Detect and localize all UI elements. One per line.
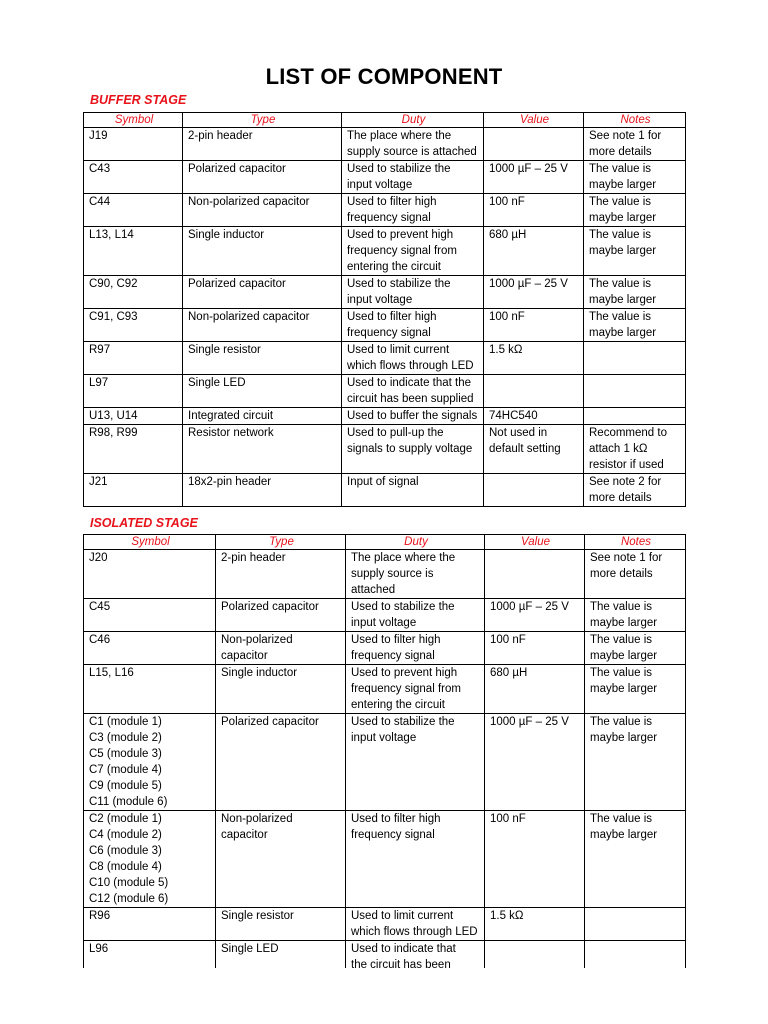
duty-text: The place where the: [347, 130, 452, 142]
duty-text: signals to supply voltage: [347, 443, 473, 455]
duty-text: entering the circuit: [351, 699, 445, 711]
isolated-stage-title: ISOLATED STAGE: [90, 516, 198, 530]
duty-text: Used to filter high: [347, 196, 437, 208]
notes-text: maybe larger: [590, 829, 658, 841]
duty-text: Used to limit current: [351, 910, 454, 922]
duty-text: Used to limit current: [347, 344, 450, 356]
duty-text: Used to filter high: [351, 634, 441, 646]
notes-text: The value is: [589, 229, 652, 241]
duty-text: entering the circuit: [347, 261, 441, 273]
duty-text: Used to filter high: [351, 813, 441, 825]
type-text: Integrated circuit: [188, 410, 274, 422]
symbol-text: C1 (module 1): [89, 716, 162, 728]
symbol-text: C9 (module 5): [89, 780, 162, 792]
header-duty: Duty: [346, 535, 485, 550]
notes-text: See note 1 for: [590, 552, 663, 564]
duty-text: which flows through LED: [351, 926, 478, 938]
header-duty: Duty: [342, 113, 484, 128]
notes-text: maybe larger: [589, 179, 657, 191]
type-text: Non-polarized capacitor: [188, 196, 310, 208]
symbol-cell: [84, 599, 216, 632]
duty-text: Used to stabilize the: [347, 278, 451, 290]
notes-cell: [585, 632, 686, 665]
symbol-text: J21: [89, 476, 108, 488]
notes-text: maybe larger: [589, 212, 657, 224]
symbol-text: C44: [89, 196, 111, 208]
duty-text: the circuit has been: [351, 959, 451, 968]
symbol-text: C91, C93: [89, 311, 138, 323]
duty-text: frequency signal from: [347, 245, 457, 257]
notes-cell: [585, 811, 686, 908]
notes-text: Recommend to: [589, 427, 667, 439]
notes-text: The value is: [589, 196, 652, 208]
duty-text: Used to indicate that: [351, 943, 456, 955]
type-text: capacitor: [221, 650, 268, 662]
value-text: default setting: [489, 443, 561, 455]
symbol-text: U13, U14: [89, 410, 138, 422]
notes-text: maybe larger: [590, 617, 658, 629]
type-cell: [216, 811, 346, 908]
type-text: Single resistor: [221, 910, 294, 922]
type-text: Polarized capacitor: [221, 601, 319, 613]
type-text: capacitor: [221, 829, 268, 841]
page-title: LIST OF COMPONENT: [265, 64, 503, 89]
value-cell: [485, 632, 585, 665]
value-text: 100 nF: [490, 634, 526, 646]
table-row: [84, 665, 686, 714]
duty-cell: [346, 632, 485, 665]
symbol-text: L96: [89, 943, 109, 955]
duty-text: attached: [351, 584, 396, 596]
type-text: Single LED: [221, 943, 279, 955]
duty-cell: [346, 908, 485, 941]
value-text: 680 µH: [490, 667, 528, 679]
header-type: Type: [216, 535, 346, 550]
symbol-cell: [84, 550, 216, 599]
duty-text: Used to buffer the signals: [347, 410, 478, 422]
notes-text: The value is: [590, 601, 653, 613]
value-cell: [485, 550, 585, 599]
symbol-text: C46: [89, 634, 111, 646]
notes-text: maybe larger: [590, 732, 658, 744]
value-text: 1.5 kΩ: [490, 910, 524, 922]
notes-text: The value is: [590, 634, 653, 646]
type-text: 2-pin header: [221, 552, 286, 564]
notes-text: The value is: [590, 716, 653, 728]
duty-text: Used to indicate that the: [347, 377, 472, 389]
symbol-text: L15, L16: [89, 667, 134, 679]
type-cell: [216, 599, 346, 632]
duty-cell: [346, 665, 485, 714]
symbol-text: R96: [89, 910, 111, 922]
value-cell: [485, 665, 585, 714]
duty-text: frequency signal: [351, 829, 435, 841]
type-text: Non-polarized: [221, 634, 293, 646]
notes-text: resistor if used: [589, 459, 664, 471]
symbol-text: J20: [89, 552, 108, 564]
value-text: 1000 µF – 25 V: [490, 601, 569, 613]
header-notes: Notes: [584, 113, 686, 128]
duty-text: frequency signal from: [351, 683, 461, 695]
duty-text: Used to prevent high: [351, 667, 458, 679]
duty-cell: [346, 811, 485, 908]
symbol-text: C90, C92: [89, 278, 138, 290]
type-text: 2-pin header: [188, 130, 253, 142]
type-cell: [216, 632, 346, 665]
type-text: 18x2-pin header: [188, 476, 272, 488]
symbol-text: C6 (module 3): [89, 845, 162, 857]
table-row: [84, 599, 686, 632]
duty-text: input voltage: [347, 294, 413, 306]
notes-text: The value is: [590, 667, 653, 679]
table-row: [84, 811, 686, 908]
header-symbol: Symbol: [84, 113, 183, 128]
header-type: Type: [183, 113, 342, 128]
duty-text: Used to pull-up the: [347, 427, 444, 439]
duty-cell: [346, 550, 485, 599]
notes-cell: [585, 908, 686, 941]
duty-text: input voltage: [351, 732, 417, 744]
symbol-text: R98, R99: [89, 427, 138, 439]
notes-text: more details: [589, 146, 652, 158]
symbol-text: C7 (module 4): [89, 764, 162, 776]
buffer-stage-title: BUFFER STAGE: [90, 93, 187, 107]
type-cell: [216, 714, 346, 811]
notes-text: maybe larger: [589, 245, 657, 257]
type-text: Non-polarized: [221, 813, 293, 825]
notes-cell: [585, 550, 686, 599]
type-cell: [216, 550, 346, 599]
value-text: 100 nF: [490, 813, 526, 825]
symbol-cell: [84, 811, 216, 908]
header-value: Value: [485, 535, 585, 550]
table-header-row: [84, 535, 686, 550]
symbol-text: C12 (module 6): [89, 893, 169, 905]
duty-text: Used to stabilize the: [347, 163, 451, 175]
value-text: 1000 µF – 25 V: [489, 278, 568, 290]
symbol-text: C45: [89, 601, 111, 613]
type-text: Single resistor: [188, 344, 261, 356]
value-text: 74HC540: [489, 410, 538, 422]
duty-cell: [346, 714, 485, 811]
duty-cell: [346, 941, 485, 969]
header-notes: Notes: [585, 535, 686, 550]
value-text: Not used in: [489, 427, 548, 439]
table-row: [84, 550, 686, 599]
symbol-text: L13, L14: [89, 229, 134, 241]
type-text: Polarized capacitor: [188, 278, 286, 290]
value-cell: [485, 908, 585, 941]
duty-text: input voltage: [347, 179, 413, 191]
duty-text: circuit has been supplied: [347, 393, 474, 405]
duty-text: frequency signal: [347, 212, 431, 224]
value-text: 1.5 kΩ: [489, 344, 523, 356]
header-symbol: Symbol: [84, 535, 216, 550]
symbol-text: J19: [89, 130, 108, 142]
notes-text: maybe larger: [589, 294, 657, 306]
notes-text: The value is: [589, 163, 652, 175]
type-text: Resistor network: [188, 427, 274, 439]
notes-text: more details: [590, 568, 653, 580]
symbol-text: C4 (module 2): [89, 829, 162, 841]
notes-text: The value is: [589, 311, 652, 323]
notes-text: more details: [589, 492, 652, 504]
symbol-text: C3 (module 2): [89, 732, 162, 744]
value-text: 680 µH: [489, 229, 527, 241]
symbol-text: R97: [89, 344, 111, 356]
notes-text: [590, 908, 682, 924]
notes-cell: [585, 941, 686, 969]
duty-text: supply source is: [351, 568, 434, 580]
duty-text: Used to stabilize the: [351, 601, 455, 613]
type-cell: [216, 908, 346, 941]
type-text: Single inductor: [221, 667, 298, 679]
type-text: Single inductor: [188, 229, 265, 241]
table-row: [84, 714, 686, 811]
symbol-text: C5 (module 3): [89, 748, 162, 760]
symbol-cell: [84, 665, 216, 714]
value-text: 100 nF: [489, 196, 525, 208]
duty-text: Used to prevent high: [347, 229, 454, 241]
symbol-cell: [84, 908, 216, 941]
table-row: [84, 908, 686, 941]
notes-cell: [585, 714, 686, 811]
type-text: Polarized capacitor: [221, 716, 319, 728]
value-text: 1000 µF – 25 V: [489, 163, 568, 175]
value-cell: [485, 599, 585, 632]
notes-text: maybe larger: [590, 683, 658, 695]
value-cell: [485, 811, 585, 908]
duty-text: Input of signal: [347, 476, 419, 488]
duty-text: Used to stabilize the: [351, 716, 455, 728]
symbol-cell: [84, 714, 216, 811]
symbol-text: C10 (module 5): [89, 877, 169, 889]
duty-text: which flows through LED: [347, 360, 474, 372]
isolated-stage-table: [83, 534, 686, 968]
notes-cell: [585, 599, 686, 632]
notes-text: The value is: [589, 278, 652, 290]
header-value: Value: [484, 113, 584, 128]
table-row: [84, 632, 686, 665]
notes-text: maybe larger: [589, 327, 657, 339]
notes-text: The value is: [590, 813, 653, 825]
type-cell: [216, 665, 346, 714]
duty-text: frequency signal: [347, 327, 431, 339]
notes-text: attach 1 kΩ: [589, 443, 648, 455]
duty-text: supply source is attached: [347, 146, 477, 158]
duty-text: Used to filter high: [347, 311, 437, 323]
table-row: [84, 941, 686, 969]
value-cell: [485, 714, 585, 811]
symbol-cell: [84, 632, 216, 665]
value-text: 100 nF: [489, 311, 525, 323]
symbol-text: L97: [89, 377, 109, 389]
value-text: [490, 550, 581, 566]
value-cell: [485, 941, 585, 969]
duty-text: frequency signal: [351, 650, 435, 662]
type-text: Non-polarized capacitor: [188, 311, 310, 323]
notes-cell: [585, 665, 686, 714]
notes-text: See note 1 for: [589, 130, 662, 142]
symbol-text: C2 (module 1): [89, 813, 162, 825]
symbol-text: C43: [89, 163, 111, 175]
type-text: Single LED: [188, 377, 246, 389]
symbol-text: C11 (module 6): [89, 796, 168, 808]
type-cell: [216, 941, 346, 969]
value-text: [490, 941, 581, 957]
duty-text: The place where the: [351, 552, 456, 564]
symbol-text: C8 (module 4): [89, 861, 162, 873]
notes-text: [590, 941, 682, 957]
type-text: Polarized capacitor: [188, 163, 286, 175]
duty-text: input voltage: [351, 617, 417, 629]
symbol-cell: [84, 941, 216, 969]
duty-cell: [346, 599, 485, 632]
value-text: 1000 µF – 25 V: [490, 716, 569, 728]
notes-text: See note 2 for: [589, 476, 662, 488]
notes-text: maybe larger: [590, 650, 658, 662]
